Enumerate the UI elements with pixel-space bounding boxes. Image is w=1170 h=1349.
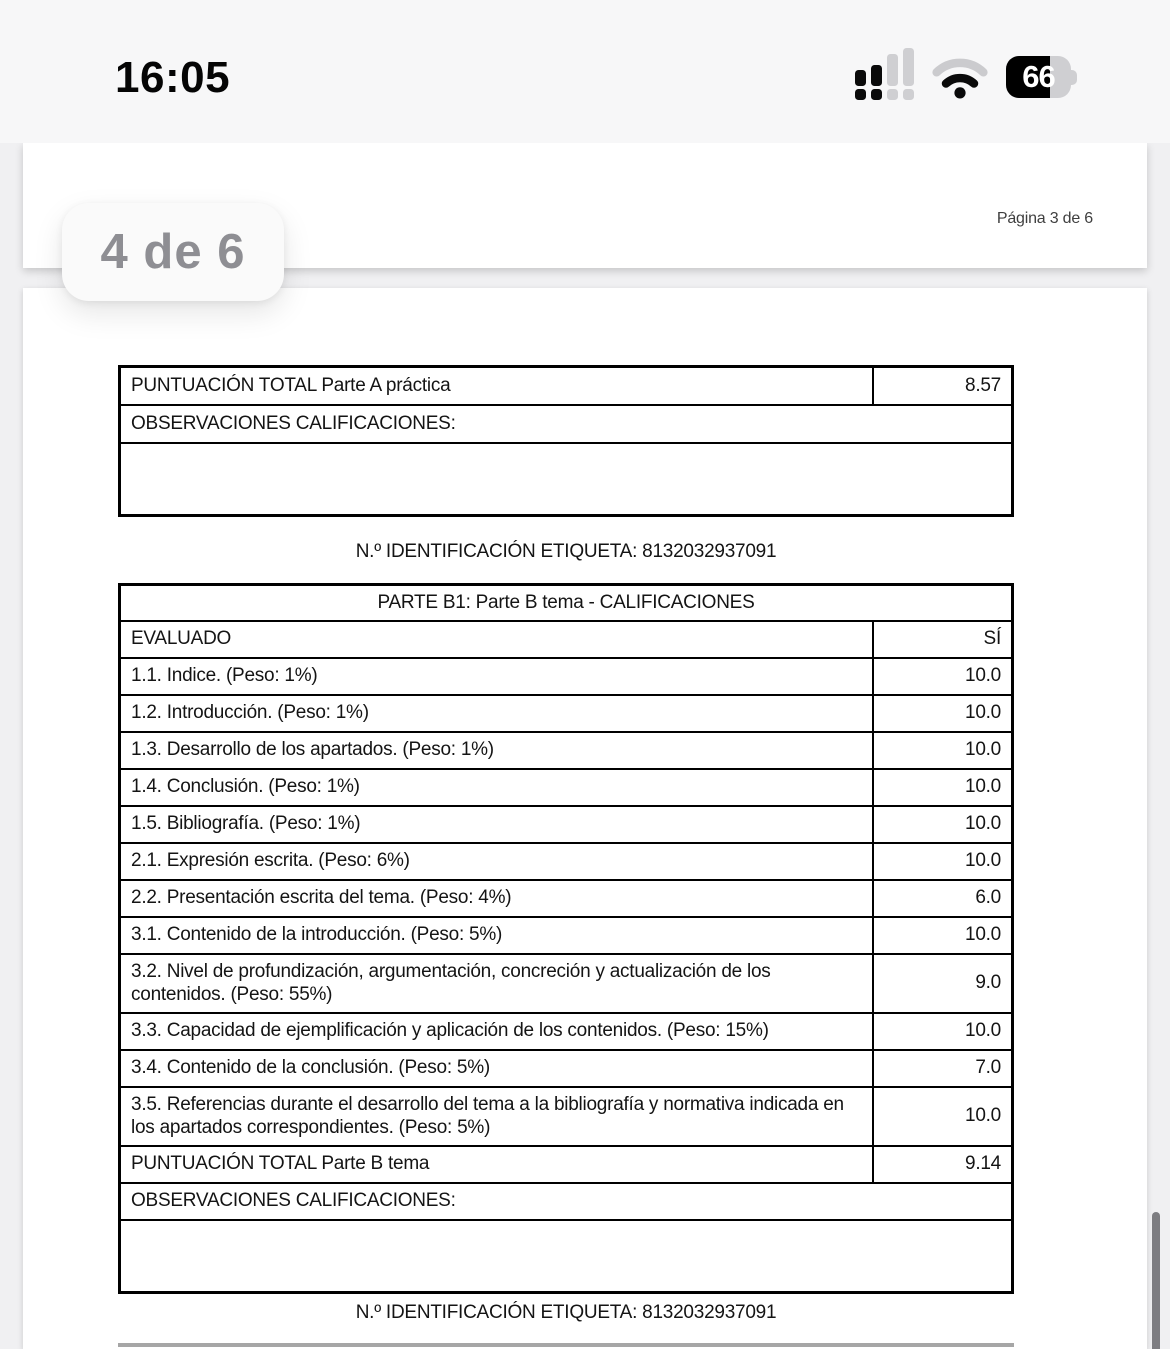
- page-4: [23, 288, 1147, 1349]
- battery-percent: 66: [1022, 59, 1055, 94]
- status-time: 16:05: [115, 53, 231, 102]
- table-row: [120, 954, 1013, 1013]
- table-row: [120, 621, 1013, 658]
- criterion-label: 1.3. Desarrollo de los apartados. (Peso: 1%): [120, 732, 873, 769]
- criterion-label: 3.5. Referencias durante el desarrollo del tema a la bibliografía y normativa indicada en los apartados correspondientes. (Peso: 5%): [120, 1087, 873, 1146]
- evaluado-value: SÍ: [873, 621, 1013, 658]
- table-row: [120, 880, 1013, 917]
- table-row: [120, 1050, 1013, 1087]
- table-row: [120, 769, 1013, 806]
- table-row: [120, 695, 1013, 732]
- score-value: 10.0: [873, 917, 1013, 954]
- score-value: 10.0: [873, 1087, 1013, 1146]
- table-row: [120, 732, 1013, 769]
- observations-a-label: OBSERVACIONES CALIFICACIONES:: [120, 405, 1013, 443]
- cellular-bar-2: [871, 65, 882, 100]
- table-row: [120, 1013, 1013, 1050]
- evaluado-label: EVALUADO: [120, 621, 873, 658]
- battery-icon: [1006, 56, 1077, 98]
- criterion-label: 1.2. Introducción. (Peso: 1%): [120, 695, 873, 732]
- total-a-label: PUNTUACIÓN TOTAL Parte A práctica: [120, 367, 873, 405]
- table-row: [120, 367, 1013, 405]
- table-row: [120, 405, 1013, 443]
- id-etiqueta-line-2: N.º IDENTIFICACIÓN ETIQUETA: 8132032937091: [355, 1302, 777, 1323]
- battery-nub: [1071, 70, 1077, 85]
- table-row: [120, 1183, 1013, 1220]
- document-content: [118, 288, 1014, 1349]
- score-value: 10.0: [873, 658, 1013, 695]
- criterion-label: 2.1. Expresión escrita. (Peso: 6%): [120, 843, 873, 880]
- cellular-bar-3: [887, 54, 898, 100]
- criterion-label: 1.4. Conclusión. (Peso: 1%): [120, 769, 873, 806]
- table-row: [120, 443, 1013, 516]
- table-row: [120, 585, 1013, 621]
- table-row: [120, 1220, 1013, 1293]
- next-page-table-edge: [118, 1343, 1014, 1347]
- table-row: [120, 843, 1013, 880]
- observations-b-box: [120, 1220, 1013, 1293]
- criterion-label: 3.4. Contenido de la conclusión. (Peso: 5%): [120, 1050, 873, 1087]
- page-number-label: Página 3 de 6: [996, 210, 1093, 227]
- scrollbar-thumb[interactable]: [1152, 1212, 1160, 1349]
- table-row: [120, 1087, 1013, 1146]
- score-value: 10.0: [873, 769, 1013, 806]
- criterion-label: 1.1. Indice. (Peso: 1%): [120, 658, 873, 695]
- score-value: 10.0: [873, 843, 1013, 880]
- score-value: 10.0: [873, 695, 1013, 732]
- table-b-title: PARTE B1: Parte B tema - CALIFICACIONES: [120, 585, 1013, 621]
- score-value: 9.0: [873, 954, 1013, 1013]
- criterion-label: 1.5. Bibliografía. (Peso: 1%): [120, 806, 873, 843]
- criterion-label: 2.2. Presentación escrita del tema. (Peso: 4%): [120, 880, 873, 917]
- score-value: 7.0: [873, 1050, 1013, 1087]
- criterion-label: 3.3. Capacidad de ejemplificación y aplicación de los contenidos. (Peso: 15%): [120, 1013, 873, 1050]
- table-row: [120, 806, 1013, 843]
- id-etiqueta-line-1: N.º IDENTIFICACIÓN ETIQUETA: 8132032937091: [355, 541, 777, 562]
- score-value: 10.0: [873, 1013, 1013, 1050]
- total-b-label: PUNTUACIÓN TOTAL Parte B tema: [120, 1146, 873, 1183]
- score-table-part-a: [118, 365, 1014, 517]
- cellular-bar-4: [903, 48, 914, 100]
- observations-a-box: [120, 443, 1013, 516]
- wifi-icon: [931, 55, 989, 99]
- page-position-badge: 4 de 6: [62, 203, 284, 301]
- score-table-part-b: [118, 583, 1014, 1294]
- table-row: [120, 1146, 1013, 1183]
- score-value: 6.0: [873, 880, 1013, 917]
- score-value: 10.0: [873, 806, 1013, 843]
- total-b-value: 9.14: [873, 1146, 1013, 1183]
- cellular-bar-1: [855, 70, 866, 100]
- table-row: [120, 917, 1013, 954]
- score-value: 10.0: [873, 732, 1013, 769]
- status-icons: [855, 47, 1077, 101]
- total-a-value: 8.57: [873, 367, 1013, 405]
- cellular-signal-icon: [855, 47, 914, 101]
- status-bar: [0, 0, 1170, 143]
- table-row: [120, 658, 1013, 695]
- criterion-label: 3.1. Contenido de la introducción. (Peso: 5%): [120, 917, 873, 954]
- observations-b-label: OBSERVACIONES CALIFICACIONES:: [120, 1183, 1013, 1220]
- criterion-label: 3.2. Nivel de profundización, argumentación, concreción y actualización de los contenidos. (Peso: 55%): [120, 954, 873, 1013]
